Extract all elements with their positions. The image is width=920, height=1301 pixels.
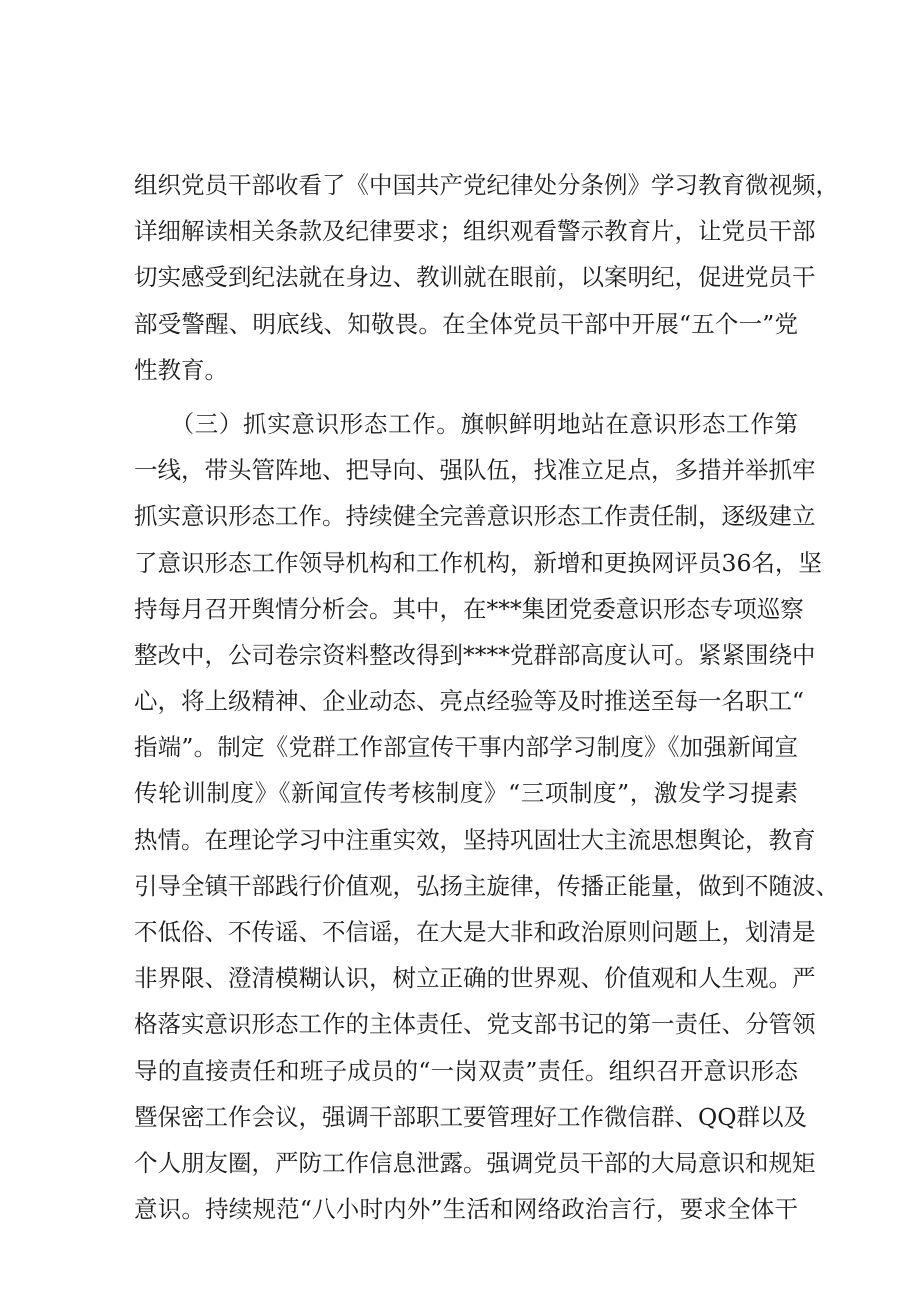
text-line: 切实感受到纪法就在身边、教训就在眼前，以案明纪，促进党员干 [134,263,816,292]
text-line: 引导全镇干部践行价值观，弘扬主旋律，传播正能量，做到不随波、 [134,871,839,900]
text-line: 导的直接责任和班子成员的“一岗双责”责任。组织召开意识形态 [134,1056,798,1085]
paragraph-spacer [134,393,798,401]
text-line: 传轮训制度》《新闻宣传考核制度》“三项制度”，激发学习提素 [134,779,798,808]
text-line: 详细解读相关条款及纪律要求；组织观看警示教育片，让党员干部 [134,217,816,246]
text-line: 性教育。 [134,355,228,384]
text-line: 持每月召开舆情分析会。其中，在***集团党委意识形态专项巡察 [134,594,804,623]
text-line: 个人朋友圈，严防工作信息泄露。强调党员干部的大局意识和规矩 [134,1148,816,1177]
text-line: 抓实意识形态工作。持续健全完善意识形态工作责任制，逐级建立 [134,502,816,531]
text-line: 组织党员干部收看了《中国共产党纪律处分条例》学习教育微视频， [134,171,839,199]
paragraph-ideology-work [134,401,839,1232]
text-line: 不低俗、不传谣、不信谣，在大是大非和政治原则问题上，划清是 [134,918,816,946]
document-body [134,162,839,1232]
text-line: 非界限、澄清模糊认识，树立正确的世界观、价值观和人生观。严 [134,964,816,993]
text-line: 指端”。制定《党群工作部宣传干事内部学习制度》《加强新闻宣 [134,733,798,762]
text-line: 意识。持续规范“八小时内外”生活和网络政治言行，要求全体干 [134,1195,798,1224]
section-heading-line: （三）抓实意识形态工作。旗帜鲜明地站在意识形态工作第 [134,409,798,438]
text-line: 部受警醒、明底线、知敬畏。在全体党员干部中开展“五个一”党 [134,309,798,338]
text-line: 格落实意识形态工作的主体责任、党支部书记的第一责任、分管领 [134,1010,816,1039]
text-line: 整改中，公司卷宗资料整改得到****党群部高度认可。紧紧围绕中 [134,640,816,669]
paragraph-discipline-education [134,162,839,393]
text-line: 热情。在理论学习中注重实效，坚持巩固壮大主流思想舆论，教育 [134,825,816,854]
text-line: 心，将上级精神、企业动态、亮点经验等及时推送至每一名职工“ [134,687,805,716]
text-line: 一线，带头管阵地、把导向、强队伍，找准立足点，多措并举抓牢 [134,456,816,485]
text-line: 了意识形态工作领导机构和工作机构，新增和更换网评员36名，坚 [134,548,822,577]
text-line: 暨保密工作会议，强调干部职工要管理好工作微信群、QQ群以及 [134,1102,808,1131]
